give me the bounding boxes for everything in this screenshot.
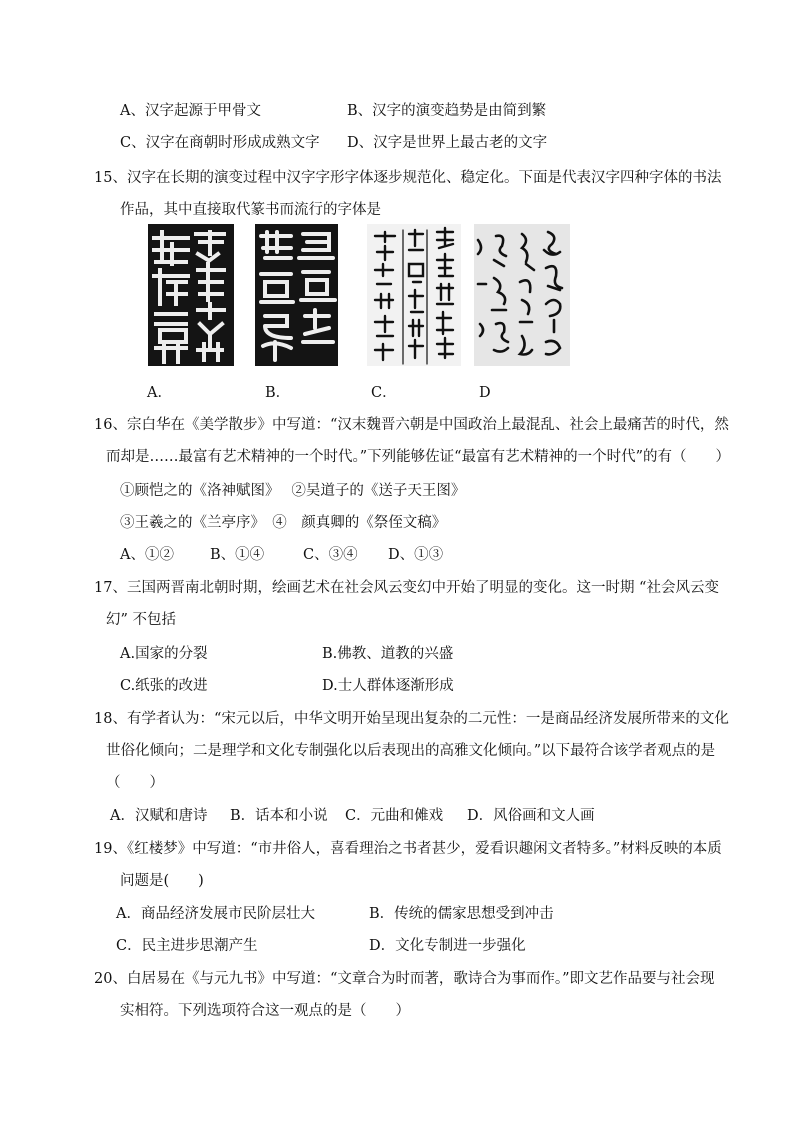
q19-stem-line2: 问题是( )	[120, 873, 204, 889]
q17-stem-line1: 17、三国两晋南北朝时期，绘画艺术在社会风云变幻中开始了明显的变化。这一时期 “社会风云变	[94, 580, 719, 596]
q17-option-b: B.佛教、道教的兴盛	[322, 646, 454, 662]
image-label-b: B．	[265, 385, 291, 401]
calligraphy-image-b	[255, 224, 338, 366]
q14-option-b: B、汉字的演变趋势是由简到繁	[347, 103, 547, 119]
calligraphy-image-c	[367, 224, 461, 366]
q14-option-a: A、汉字起源于甲骨文	[120, 103, 261, 119]
q19-option-d: D．文化专制进一步强化	[369, 938, 526, 954]
q17-option-a: A.国家的分裂	[120, 646, 208, 662]
q20-stem-line2: 实相符。下列选项符合这一观点的是（ ）	[120, 1003, 410, 1019]
q14-option-c: C、汉字在商朝时形成成熟文字	[120, 135, 320, 151]
q16-option-d: D、①③	[388, 547, 444, 563]
q15-stem-line1: 15、汉字在长期的演变过程中汉字字形字体逐步规范化、稳定化。下面是代表汉字四种字体的书法	[94, 170, 722, 186]
q18-option-b: B．话本和小说	[230, 808, 328, 824]
q19-option-a: A．商品经济发展市民阶层壮大	[116, 906, 315, 922]
q15-stem-line2: 作品，其中直接取代篆书而流行的字体是	[120, 202, 381, 218]
q16-stem-line1: 16、宗白华在《美学散步》中写道：“汉末魏晋六朝是中国政治上最混乱、社会上最痛苦的时代，然	[94, 417, 729, 433]
q16-option-c: C、③④	[303, 547, 358, 563]
q17-stem-line2: 幻” 不包括	[106, 612, 177, 628]
q18-stem-line3: （ ）	[106, 775, 164, 791]
image-label-a: A．	[147, 385, 172, 401]
q16-option-b: B、①④	[210, 547, 265, 563]
q16-items-line2: ③王羲之的《兰亭序》 ④ 颜真卿的《祭侄文稿》	[120, 515, 447, 531]
q19-option-b: B．传统的儒家思想受到冲击	[369, 906, 554, 922]
q16-items-line1: ①顾恺之的《洛神赋图》 ②吴道子的《送子天王图》	[120, 483, 466, 499]
q16-option-a: A、①②	[120, 547, 174, 563]
image-label-d: D	[479, 385, 491, 401]
calligraphy-image-a	[148, 224, 234, 366]
q19-stem-line1: 19、《红楼梦》中写道：“市井俗人，喜看理治之书者甚少，爱看识趣闲文者特多。”材料反映的本质	[94, 841, 722, 857]
q17-option-d: D.士人群体逐渐形成	[322, 678, 454, 694]
q18-option-c: C．元曲和傩戏	[345, 808, 444, 824]
q18-stem-line1: 18、有学者认为：“宋元以后，中华文明开始呈现出复杂的二元性：一是商品经济发展所带来的文化	[94, 711, 729, 727]
q18-option-d: D．风俗画和文人画	[467, 808, 595, 824]
q20-stem-line1: 20、白居易在《与元九书》中写道：“文章合为时而著，歌诗合为事而作。”即文艺作品要与社会现	[94, 971, 715, 987]
q14-option-d: D、汉字是世界上最古老的文字	[347, 135, 548, 151]
calligraphy-image-d	[474, 224, 570, 366]
q16-stem-line2: 而却是……最富有艺术精神的一个时代。”下列能够佐证“最富有艺术精神的一个时代”的有（ ）	[106, 449, 730, 465]
q18-option-a: A．汉赋和唐诗	[110, 808, 208, 824]
q17-option-c: C.纸张的改进	[120, 678, 208, 694]
image-label-c: C．	[371, 385, 397, 401]
q19-option-c: C．民主进步思潮产生	[116, 938, 258, 954]
q18-stem-line2: 世俗化倾向；二是理学和文化专制强化以后表现出的高雅文化倾向。”以下最符合该学者观点的是	[106, 743, 716, 759]
